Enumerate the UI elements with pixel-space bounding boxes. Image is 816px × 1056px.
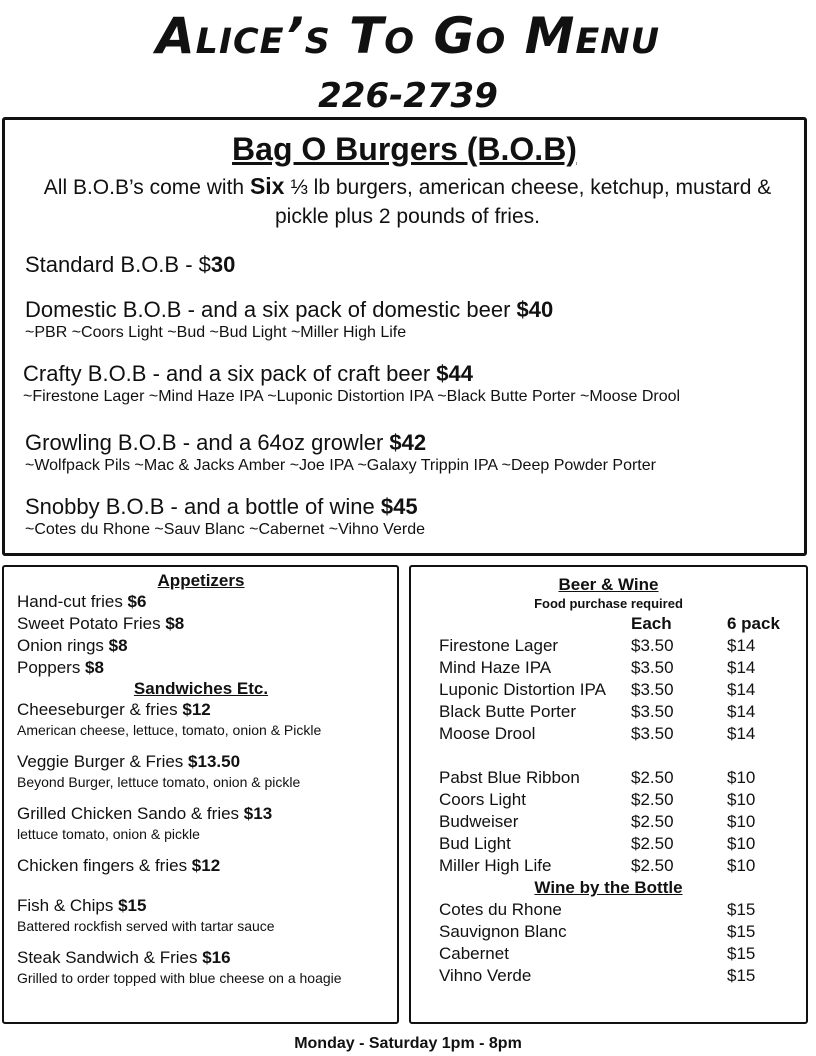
wine-row: Cotes du Rhone $15 bbox=[439, 900, 756, 919]
beer-row: Luponic Distortion IPA $3.50 $14 bbox=[439, 680, 756, 699]
bob-item-domestic bbox=[25, 296, 795, 343]
bob-item-snobby bbox=[25, 493, 795, 540]
wine-row: Cabernet $15 bbox=[439, 944, 756, 963]
beer-row: Black Butte Porter $3.50 $14 bbox=[439, 702, 756, 721]
bob-item-name: Domestic B.O.B - and a six pack of domestic beer bbox=[25, 297, 517, 322]
menu-title: Alice’s To Go Menu bbox=[155, 7, 661, 65]
menu-item-desc: American cheese, lettuce, tomato, onion & Pickle bbox=[17, 722, 322, 738]
bob-item-crafty bbox=[23, 360, 793, 407]
menu-item: Hand-cut fries $6 bbox=[17, 592, 147, 611]
menu-item-desc: Beyond Burger, lettuce tomato, onion & pickle bbox=[17, 774, 301, 790]
bob-item-name: Crafty B.O.B - and a six pack of craft beer bbox=[23, 361, 437, 386]
beer-row: Coors Light $2.50 $10 bbox=[439, 790, 756, 809]
bob-item-price: $42 bbox=[389, 430, 427, 455]
beer-row: Bud Light $2.50 $10 bbox=[439, 834, 756, 853]
col-pack: 6 pack bbox=[727, 614, 780, 633]
beer-wine-heading: Beer & Wine bbox=[558, 575, 659, 594]
bob-item-price: $44 bbox=[436, 361, 473, 386]
beer-row: Miller High Life $2.50 $10 bbox=[439, 856, 756, 875]
wine-heading: Wine by the Bottle bbox=[534, 878, 683, 897]
beer-row: Moose Drool $3.50 $14 bbox=[439, 724, 756, 743]
menu-item: Fish & Chips $15 bbox=[17, 896, 147, 915]
bob-item-growling bbox=[25, 429, 795, 476]
beer-note: Food purchase required bbox=[534, 596, 683, 611]
wine-row: Sauvignon Blanc $15 bbox=[439, 922, 756, 941]
appetizers-heading: Appetizers bbox=[157, 571, 245, 590]
bob-item-name: Snobby B.O.B - and a bottle of wine bbox=[25, 494, 381, 519]
menu-item-desc: lettuce tomato, onion & pickle bbox=[17, 826, 200, 842]
bob-item-options: ~Firestone Lager ~Mind Haze IPA ~Luponic Distortion IPA ~Black Butte Porter ~Moose Drool bbox=[23, 388, 681, 405]
menu-item: Chicken fingers & fries $12 bbox=[17, 856, 221, 875]
beer-row: Firestone Lager $3.50 $14 bbox=[439, 636, 756, 655]
menu-item: Veggie Burger & Fries $13.50 bbox=[17, 752, 241, 771]
menu-item: Grilled Chicken Sando & fries $13 bbox=[17, 804, 273, 823]
menu-item: Cheeseburger & fries $12 bbox=[17, 700, 211, 719]
menu-item-desc: Battered rockfish served with tartar sauce bbox=[17, 918, 275, 934]
bob-desc-bold: Six bbox=[249, 173, 285, 199]
bob-item-options: ~Wolfpack Pils ~Mac & Jacks Amber ~Joe IPA ~Galaxy Trippin IPA ~Deep Powder Porter bbox=[25, 457, 656, 474]
hours: Monday - Saturday 1pm - 8pm bbox=[294, 1035, 522, 1052]
bob-item-price: 30 bbox=[210, 252, 236, 277]
menu-item: Onion rings $8 bbox=[17, 636, 128, 655]
menu-item: Steak Sandwich & Fries $16 bbox=[17, 948, 231, 967]
drinks-panel bbox=[409, 565, 808, 1024]
phone-number: 226-2739 bbox=[318, 76, 498, 116]
bob-item-name: Growling B.O.B - and a 64oz growler bbox=[25, 430, 390, 455]
menu-item-desc: Grilled to order topped with blue cheese on a hoagie bbox=[17, 970, 342, 986]
bob-desc-rest: ⅓ lb burgers, american cheese, ketchup, mustard & pickle plus 2 pounds of fries. bbox=[275, 176, 772, 228]
wine-row: Vihno Verde $15 bbox=[439, 966, 756, 985]
bob-item-name: Standard B.O.B - $ bbox=[25, 252, 211, 277]
col-each: Each bbox=[631, 614, 672, 633]
beer-row: Budweiser $2.50 $10 bbox=[439, 812, 756, 831]
bob-item-price: $45 bbox=[380, 494, 418, 519]
beer-row: Pabst Blue Ribbon $2.50 $10 bbox=[439, 768, 756, 787]
bob-item-standard bbox=[25, 251, 795, 278]
bob-desc-prefix: All B.O.B’s come with bbox=[43, 176, 250, 199]
bob-item-options: ~PBR ~Coors Light ~Bud ~Bud Light ~Miller High Life bbox=[25, 324, 407, 341]
bob-section bbox=[2, 117, 807, 556]
menu-item: Sweet Potato Fries $8 bbox=[17, 614, 185, 633]
beer-row: Mind Haze IPA $3.50 $14 bbox=[439, 658, 756, 677]
bob-item-options: ~Cotes du Rhone ~Sauv Blanc ~Cabernet ~Vihno Verde bbox=[25, 521, 425, 538]
sandwiches-heading: Sandwiches Etc. bbox=[133, 679, 269, 698]
bob-description bbox=[35, 172, 780, 231]
bob-title: Bag O Burgers (B.O.B) bbox=[232, 131, 577, 167]
menu-item: Poppers $8 bbox=[17, 658, 104, 677]
bob-item-price: $40 bbox=[516, 297, 554, 322]
food-panel bbox=[2, 565, 399, 1024]
beer-column-headers bbox=[411, 613, 806, 635]
